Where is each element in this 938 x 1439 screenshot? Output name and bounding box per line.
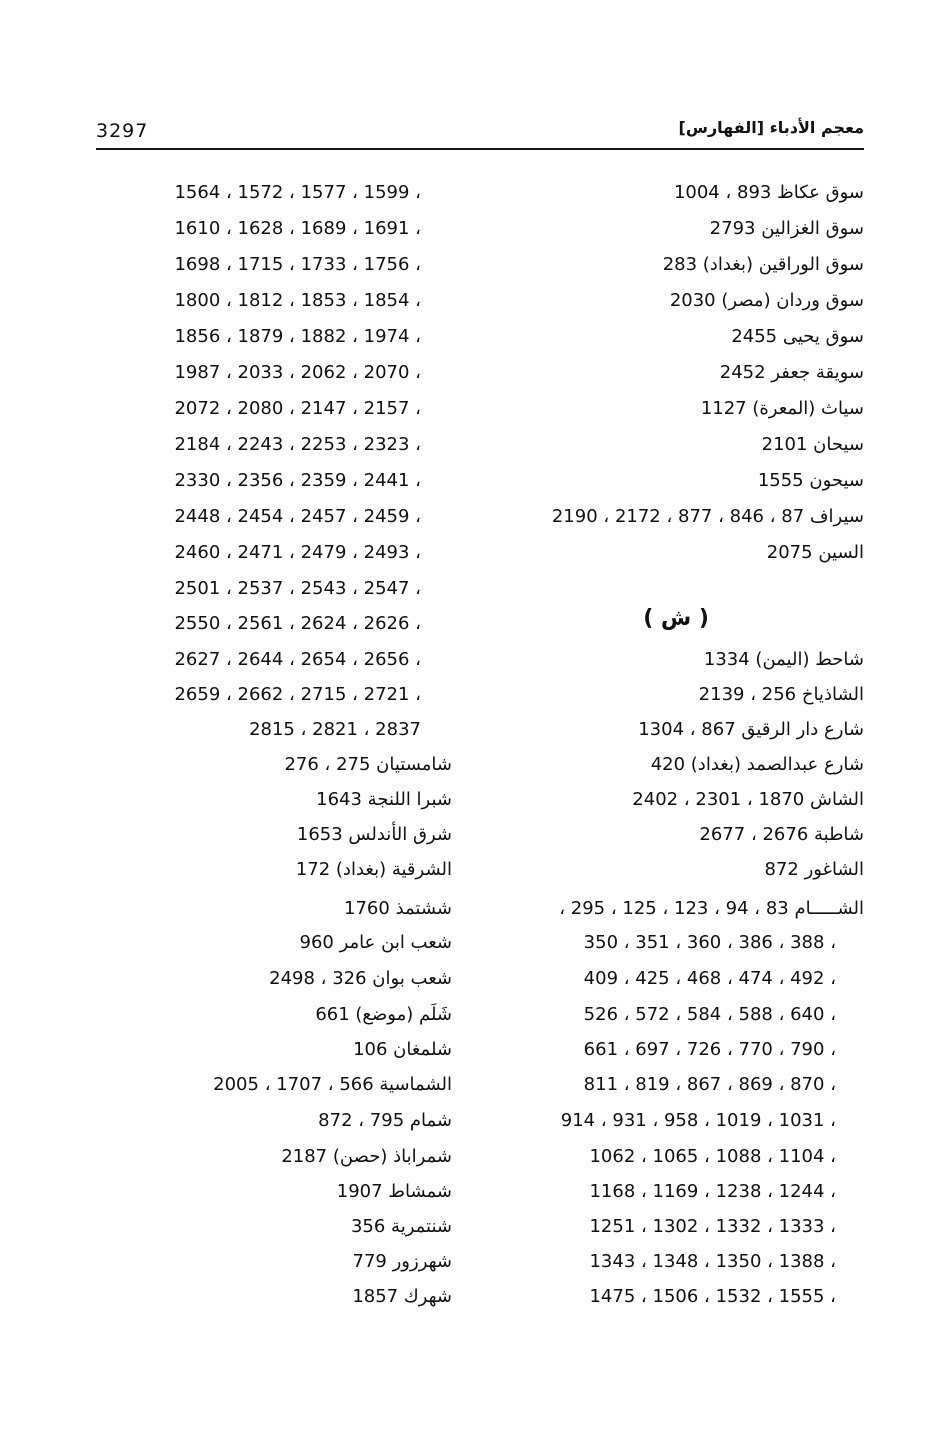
index-entry: شعب ابن عامر 960 xyxy=(299,932,452,953)
index-entry: سوق عكاظ 893 ، 1004 xyxy=(673,182,864,203)
number-row: 2815 ، 2821 ، 2837 xyxy=(249,719,421,740)
index-entry: الشاغور 872 xyxy=(764,859,864,880)
index-entry: شرق الأندلس 1653 xyxy=(296,824,452,845)
number-row: 1610 ، 1628 ، 1689 ، 1691 ، xyxy=(174,218,421,239)
number-row: 2627 ، 2644 ، 2654 ، 2656 ، xyxy=(174,649,421,670)
index-continuation: 409 ، 425 ، 468 ، 474 ، 492 ، xyxy=(583,968,836,989)
index-entry: شلمغان 106 xyxy=(353,1039,452,1060)
number-row: 1564 ، 1572 ، 1577 ، 1599 ، xyxy=(174,182,421,203)
index-entry: سوق وردان (مصر) 2030 xyxy=(669,290,864,311)
number-row: 2184 ، 2243 ، 2253 ، 2323 ، xyxy=(174,434,421,455)
index-entry: سويقة جعفر 2452 xyxy=(719,362,864,383)
index-entry: شمراباذ (حصن) 2187 xyxy=(281,1146,452,1167)
index-entry: شارع دار الرقيق 867 ، 1304 xyxy=(638,719,864,740)
index-continuation: 526 ، 572 ، 584 ، 588 ، 640 ، xyxy=(583,1004,836,1025)
number-row: 2501 ، 2537 ، 2543 ، 2547 ، xyxy=(174,578,421,599)
index-entry: شاطبة 2676 ، 2677 xyxy=(699,824,864,845)
section-heading: ( ش ) xyxy=(643,606,709,631)
index-continuation: 811 ، 819 ، 867 ، 869 ، 870 ، xyxy=(583,1074,836,1095)
number-row: 2460 ، 2471 ، 2479 ، 2493 ، xyxy=(174,542,421,563)
index-continuation: 1062 ، 1065 ، 1088 ، 1104 ، xyxy=(589,1146,836,1167)
index-continuation: 1251 ، 1302 ، 1332 ، 1333 ، xyxy=(589,1216,836,1237)
index-continuation: 1475 ، 1506 ، 1532 ، 1555 ، xyxy=(589,1286,836,1307)
index-entry: شعب بوان 326 ، 2498 xyxy=(269,968,452,989)
number-row: 1987 ، 2033 ، 2062 ، 2070 ، xyxy=(174,362,421,383)
index-entry: شَلَم (موضع) 661 xyxy=(315,1004,452,1025)
index-entry: الشاذياخ 256 ، 2139 xyxy=(698,684,864,705)
index-entry: سيحان 2101 xyxy=(761,434,864,455)
index-entry: شنتمرية 356 xyxy=(350,1216,452,1237)
index-continuation: 661 ، 697 ، 726 ، 770 ، 790 ، xyxy=(583,1039,836,1060)
number-row: 2072 ، 2080 ، 2147 ، 2157 ، xyxy=(174,398,421,419)
index-entry: الشرقية (بغداد) 172 xyxy=(295,859,452,880)
index-continuation: 350 ، 351 ، 360 ، 386 ، 388 ، xyxy=(583,932,836,953)
number-row: 1856 ، 1879 ، 1882 ، 1974 ، xyxy=(174,326,421,347)
header-rule xyxy=(96,148,864,150)
index-entry: شمام 795 ، 872 xyxy=(318,1110,452,1131)
index-entry: شمشاط 1907 xyxy=(336,1181,452,1202)
index-entry: السين 2075 xyxy=(766,542,864,563)
index-entry: شاحط (اليمن) 1334 xyxy=(703,649,864,670)
index-continuation: 1168 ، 1169 ، 1238 ، 1244 ، xyxy=(589,1181,836,1202)
index-entry: ششتمذ 1760 xyxy=(344,898,452,919)
index-entry: شامستيان 275 ، 276 xyxy=(284,754,452,775)
number-row: 1800 ، 1812 ، 1853 ، 1854 ، xyxy=(174,290,421,311)
index-entry: سياث (المعرة) 1127 xyxy=(700,398,864,419)
index-entry: سيراف 87 ، 846 ، 877 ، 2172 ، 2190 xyxy=(551,506,864,527)
page-header xyxy=(96,116,864,146)
index-entry: سوق الوراقين (بغداد) 283 xyxy=(662,254,864,275)
index-entry: الشاش 1870 ، 2301 ، 2402 xyxy=(632,789,864,810)
page-number: 3297 xyxy=(96,120,149,142)
index-entry: شهرزور 779 xyxy=(352,1251,452,1272)
index-entry: الشماسية 566 ، 1707 ، 2005 xyxy=(213,1074,452,1095)
index-entry: شهرك 1857 xyxy=(352,1286,452,1307)
index-entry: سوق يحيى 2455 xyxy=(731,326,864,347)
book-title: معجم الأدباء [الفهارس] xyxy=(678,118,864,137)
index-entry: الشـــــام 83 ، 94 ، 123 ، 125 ، 295 ، xyxy=(559,898,864,919)
index-continuation: 1343 ، 1348 ، 1350 ، 1388 ، xyxy=(589,1251,836,1272)
index-continuation: 914 ، 931 ، 958 ، 1019 ، 1031 ، xyxy=(560,1110,836,1131)
index-entry: سيحون 1555 xyxy=(757,470,864,491)
index-entry: شارع عبدالصمد (بغداد) 420 xyxy=(650,754,864,775)
number-row: 2330 ، 2356 ، 2359 ، 2441 ، xyxy=(174,470,421,491)
index-entry: شبرا اللنجة 1643 xyxy=(316,789,452,810)
number-row: 2550 ، 2561 ، 2624 ، 2626 ، xyxy=(174,613,421,634)
number-row: 1698 ، 1715 ، 1733 ، 1756 ، xyxy=(174,254,421,275)
index-entry: سوق الغزالين 2793 xyxy=(709,218,864,239)
number-row: 2659 ، 2662 ، 2715 ، 2721 ، xyxy=(174,684,421,705)
number-row: 2448 ، 2454 ، 2457 ، 2459 ، xyxy=(174,506,421,527)
